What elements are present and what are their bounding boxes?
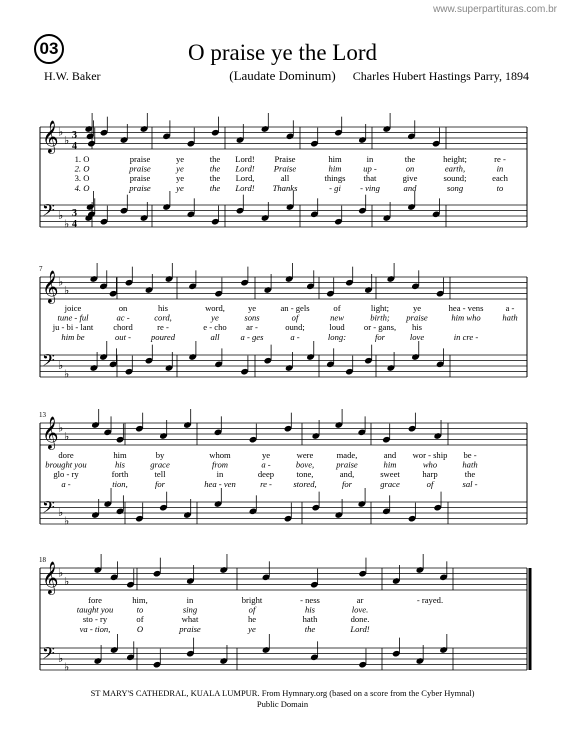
lyric-syllable: 3. O — [74, 173, 90, 184]
lyric-syllable: re - — [260, 478, 272, 489]
lyric-syllable: sound; — [443, 173, 467, 184]
lyric-syllable: fore — [88, 595, 102, 605]
key-flat: ♭ — [64, 515, 70, 528]
lyric-syllable: harp — [422, 469, 438, 480]
lyric-syllable: the — [304, 623, 316, 634]
key-flat: ♭ — [58, 210, 64, 222]
lyric-syllable: tion, — [112, 478, 128, 489]
lyric-syllable: Lord, — [235, 173, 255, 184]
lyric-syllable: praise — [336, 459, 358, 470]
lyric-syllable: sing — [182, 604, 198, 615]
lyric-syllable: out - — [115, 331, 131, 342]
lyric-syllable: a - — [290, 331, 300, 342]
bass-clef: 𝄢 — [42, 499, 55, 521]
lyric-syllable: ound; — [285, 322, 305, 333]
lyric-syllable: each — [492, 173, 508, 184]
lyric-syllable: - gi — [329, 182, 341, 193]
lyric-syllable: tone, — [296, 469, 314, 480]
lyric-syllable: of — [248, 604, 256, 615]
lyric-syllable: ac - — [116, 312, 130, 323]
lyric-syllable: for — [341, 478, 353, 489]
lyric-syllable: by — [155, 450, 165, 460]
lyric-syllable: tell — [154, 469, 166, 480]
lyric-syllable: to — [136, 604, 144, 615]
lyric-syllable: re - — [157, 322, 169, 333]
lyric-syllable: O — [136, 623, 144, 634]
lyric-syllable: - ness — [300, 595, 320, 605]
lyric-syllable: ar — [356, 595, 364, 605]
lyric-syllable: 1. O — [74, 154, 90, 164]
lyric-syllable: ar - — [246, 322, 258, 333]
lyric-syllable: him — [113, 450, 127, 460]
lyric-syllable: for — [374, 331, 386, 342]
lyric-syllable: Praise — [274, 154, 296, 164]
lyric-syllable: birth; — [370, 312, 390, 323]
lyric-syllable: his — [411, 322, 423, 333]
lyric-syllable: from — [212, 459, 228, 470]
hymn-title: O praise ye the Lord — [187, 40, 378, 65]
lyric-syllable: who — [422, 459, 438, 470]
measure-number: 7 — [39, 265, 43, 273]
lyric-syllable: Praise — [273, 163, 297, 174]
measure-number: 13 — [39, 411, 46, 419]
lyric-syllable: sal - — [462, 478, 478, 489]
lyric-syllable: 2. O — [74, 163, 90, 174]
lyric-syllable: were — [296, 450, 314, 460]
lyric-syllable: done. — [350, 614, 370, 625]
lyric-syllable: him who — [451, 312, 481, 323]
lyric-syllable: a - — [61, 478, 71, 489]
lyric-syllable: hea - ven — [204, 478, 236, 489]
lyric-syllable: ye — [176, 182, 184, 193]
lyric-syllable: a - — [505, 303, 515, 313]
site-watermark: www.superpartituras.com.br — [433, 4, 557, 15]
treble-clef: 𝄞 — [42, 122, 59, 153]
lyric-syllable: ye — [247, 303, 257, 313]
hymn-number-badge: 03 — [34, 34, 64, 64]
lyric-syllable: love — [409, 331, 425, 342]
lyric-syllable: re - — [494, 154, 506, 164]
lyric-syllable: what — [181, 614, 199, 625]
lyric-syllable: an - gels — [280, 303, 310, 313]
lyric-syllable: wor - ship — [412, 450, 448, 460]
key-flat: ♭ — [58, 276, 64, 289]
lyric-syllable: bove, — [295, 459, 315, 470]
lyric-syllable: glo - ry — [53, 469, 79, 480]
lyric-syllable: ye — [211, 312, 219, 323]
lyric-syllable: deep — [257, 469, 275, 480]
lyric-syllable: poured — [150, 331, 176, 342]
lyric-syllable: on — [405, 163, 415, 174]
lyric-syllable: and, — [339, 469, 355, 480]
lyric-syllable: hath — [302, 614, 318, 625]
lyric-syllable: praise — [406, 312, 428, 323]
lyric-syllable: Lord! — [350, 623, 370, 634]
license-credit: Public Domain — [256, 699, 309, 709]
lyric-syllable: ye — [176, 163, 184, 174]
bass-clef: 𝄢 — [42, 202, 55, 224]
lyric-syllable: the — [209, 182, 221, 193]
lyric-syllable: sons — [244, 312, 260, 323]
lyric-syllable: brought you — [45, 459, 87, 470]
treble-clef: 𝄞 — [42, 563, 59, 594]
lyric-syllable: cord, — [154, 312, 172, 323]
lyric-syllable: - ving — [360, 182, 380, 193]
lyric-syllable: his — [304, 604, 316, 615]
key-flat: ♭ — [64, 368, 70, 381]
key-flat: ♭ — [64, 575, 70, 588]
lyric-syllable: song — [446, 182, 464, 193]
lyric-syllable: in — [366, 154, 374, 164]
lyric-syllable: that — [363, 173, 377, 184]
lyric-syllable: praise — [129, 163, 151, 174]
lyric-syllable: Thanks — [272, 182, 298, 193]
lyric-syllable: earth, — [444, 163, 466, 174]
measure-number: 18 — [39, 556, 46, 564]
lyric-syllable: him — [328, 163, 342, 174]
time-signature: 3 — [72, 130, 77, 141]
lyric-syllable: hath — [502, 312, 518, 323]
key-flat: ♭ — [58, 422, 64, 435]
lyric-syllable: of — [291, 312, 299, 323]
lyric-syllable: a - — [261, 459, 271, 470]
lyric-syllable: the — [209, 163, 221, 174]
lyric-syllable: chord — [113, 322, 133, 333]
lyric-syllable: the — [209, 154, 221, 164]
lyric-syllable: praise — [129, 154, 151, 164]
lyric-syllable: height; — [443, 154, 467, 164]
key-flat: ♭ — [58, 126, 64, 139]
lyric-syllable: bright — [241, 595, 263, 605]
lyric-syllable: Lord! — [235, 163, 255, 174]
bass-clef: 𝄢 — [42, 645, 55, 667]
lyric-syllable: Lord! — [235, 182, 255, 193]
lyric-syllable: praise — [179, 623, 201, 634]
lyric-syllable: him be — [61, 331, 85, 342]
time-signature: 3 — [72, 208, 77, 219]
key-flat: ♭ — [64, 284, 70, 297]
lyric-syllable: his — [114, 459, 126, 470]
lyric-syllable: whom — [209, 450, 231, 460]
key-flat: ♭ — [58, 567, 64, 580]
bass-clef: 𝄢 — [42, 352, 55, 374]
lyric-syllable: e - cho — [203, 322, 227, 333]
lyric-syllable: in cre - — [453, 331, 479, 342]
lyric-syllable: loud — [329, 322, 345, 333]
lyric-syllable: on — [118, 303, 128, 313]
lyric-syllable: ye — [175, 173, 185, 184]
key-flat: ♭ — [64, 661, 70, 674]
lyric-syllable: ye — [175, 154, 185, 164]
lyric-syllable: ye — [412, 303, 422, 313]
lyric-syllable: he — [247, 614, 257, 625]
lyric-syllable: joice — [64, 303, 82, 313]
key-flat: ♭ — [64, 218, 70, 231]
lyric-syllable: his — [157, 303, 169, 313]
treble-clef: 𝄞 — [42, 418, 59, 449]
lyric-syllable: give — [402, 173, 418, 184]
time-signature: 4 — [72, 141, 77, 152]
lyric-syllable: tune - ful — [57, 312, 89, 323]
lyric-syllable: and — [383, 450, 397, 460]
lyric-syllable: a - ges — [240, 331, 264, 342]
lyric-syllable: him — [328, 154, 342, 164]
lyric-syllable: of — [426, 478, 434, 489]
lyric-syllable: things — [324, 173, 346, 184]
hymn-subtitle: (Laudate Dominum) — [229, 68, 336, 83]
lyric-syllable: new — [330, 312, 344, 323]
treble-clef: 𝄞 — [42, 272, 59, 303]
lyric-syllable: dore — [58, 450, 74, 460]
lyric-syllable: stored, — [293, 478, 317, 489]
lyric-syllable: praise — [129, 173, 151, 184]
key-flat: ♭ — [64, 430, 70, 443]
lyric-syllable: in — [496, 163, 504, 174]
lyric-syllable: grace — [380, 478, 400, 489]
key-flat: ♭ — [58, 360, 64, 372]
source-credit: ST MARY'S CATHEDRAL, KUALA LUMPUR. From Hymnary.org (based on a score from the Cyber Hymnal) — [90, 688, 475, 698]
lyric-syllable: or - gans, — [363, 322, 397, 333]
lyric-syllable: of — [136, 614, 144, 625]
lyric-syllable: va - tion, — [79, 623, 111, 634]
lyric-syllable: him, — [132, 595, 148, 605]
lyric-syllable: word, — [205, 303, 225, 313]
lyric-syllable: the — [464, 469, 476, 480]
lyric-syllable: praise — [129, 182, 151, 193]
lyric-syllable: be - — [463, 450, 477, 460]
lyric-syllable: taught you — [76, 604, 114, 615]
composer-credit: Charles Hubert Hastings Parry, 1894 — [352, 69, 529, 83]
lyric-syllable: ju - bi - lant — [52, 322, 94, 333]
key-flat: ♭ — [64, 134, 70, 147]
lyric-syllable: ye — [248, 623, 256, 634]
lyric-syllable: all — [210, 331, 220, 342]
lyric-syllable: light; — [370, 303, 390, 313]
lyric-syllable: all — [280, 173, 290, 184]
lyric-syllable: the — [404, 154, 416, 164]
lyric-syllable: sweet — [380, 469, 400, 480]
lyric-syllable: 4. O — [74, 182, 90, 193]
lyric-syllable: long: — [327, 331, 347, 342]
lyric-syllable: forth — [111, 469, 129, 480]
key-flat: ♭ — [58, 653, 64, 665]
lyric-syllable: hath — [462, 459, 478, 470]
lyric-syllable: of — [333, 303, 341, 313]
time-signature: 4 — [72, 219, 77, 230]
lyric-syllable: him — [383, 459, 397, 470]
lyric-syllable: Lord! — [235, 154, 255, 164]
lyric-syllable: ye — [261, 450, 271, 460]
lyric-syllable: in — [216, 469, 224, 480]
lyric-syllable: love. — [351, 604, 369, 615]
lyric-syllable: up - — [363, 163, 377, 174]
lyric-syllable: sto - ry — [82, 614, 108, 625]
lyric-syllable: the — [209, 173, 221, 184]
lyricist-credit: H.W. Baker — [44, 69, 101, 83]
lyric-syllable: and — [403, 182, 417, 193]
lyric-syllable: for — [154, 478, 166, 489]
lyric-syllable: made, — [336, 450, 358, 460]
key-flat: ♭ — [58, 507, 64, 519]
lyric-syllable: hea - vens — [448, 303, 484, 313]
lyric-syllable: grace — [150, 459, 170, 470]
lyric-syllable: in — [186, 595, 194, 605]
lyric-syllable: - rayed. — [416, 595, 444, 605]
lyric-syllable: to — [496, 182, 504, 193]
